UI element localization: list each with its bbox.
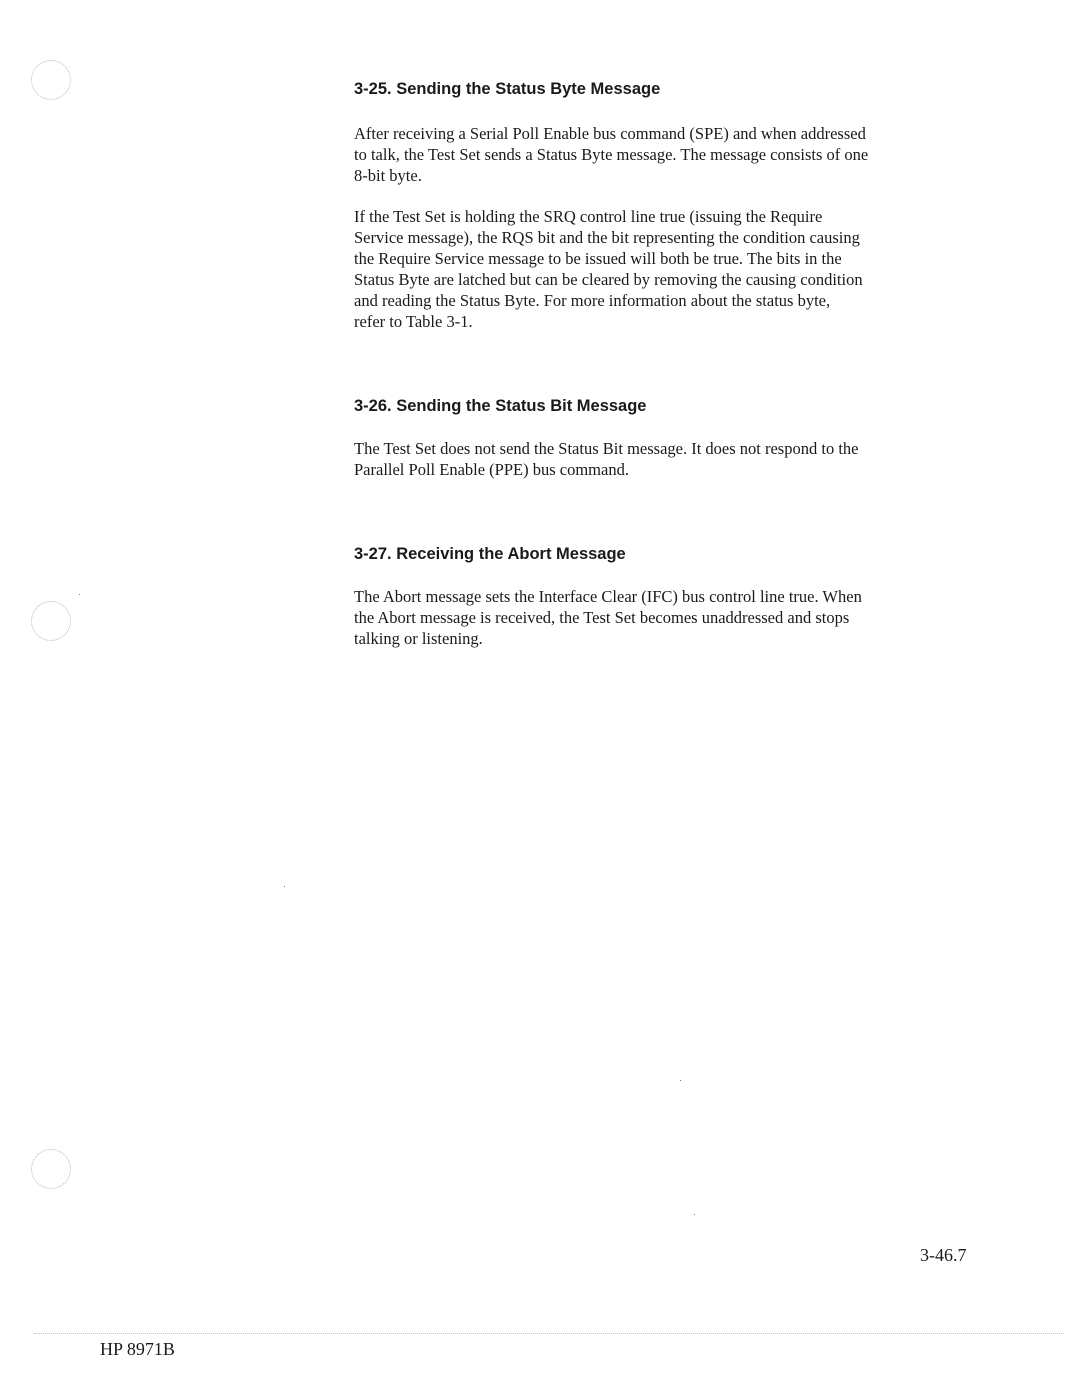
text-line: The Abort message sets the Interface Clear (IFC) bus control line true. When bbox=[354, 587, 862, 606]
section-heading-3-26: 3-26. Sending the Status Bit Message bbox=[354, 397, 647, 415]
paragraph bbox=[354, 123, 994, 186]
scan-speck bbox=[694, 1214, 695, 1215]
text-line: 8-bit byte. bbox=[354, 166, 422, 185]
punch-hole-top bbox=[31, 60, 71, 100]
text-line: and reading the Status Byte. For more information about the status byte, bbox=[354, 291, 831, 310]
text-line: the Abort message is received, the Test Set becomes unaddressed and stops bbox=[354, 608, 850, 627]
text-line: After receiving a Serial Poll Enable bus command (SPE) and when addressed bbox=[354, 124, 866, 143]
paragraph bbox=[354, 438, 994, 480]
text-line: Service message), the RQS bit and the bit representing the condition causing bbox=[354, 228, 860, 247]
paragraph bbox=[354, 206, 994, 332]
footer-rule bbox=[34, 1333, 1064, 1334]
scan-speck bbox=[284, 886, 285, 887]
text-line: The Test Set does not send the Status Bit message. It does not respond to the bbox=[354, 439, 859, 458]
footer-model: HP 8971B bbox=[100, 1339, 175, 1359]
text-line: to talk, the Test Set sends a Status Byte message. The message consists of one bbox=[354, 145, 869, 164]
scan-speck bbox=[79, 594, 80, 595]
text-line: If the Test Set is holding the SRQ control line true (issuing the Require bbox=[354, 207, 823, 226]
page-number: 3-46.7 bbox=[920, 1245, 967, 1265]
punch-hole-bottom bbox=[31, 1149, 71, 1189]
section-heading-3-25: 3-25. Sending the Status Byte Message bbox=[354, 80, 661, 98]
section-heading-3-27: 3-27. Receiving the Abort Message bbox=[354, 545, 626, 563]
text-line: talking or listening. bbox=[354, 629, 483, 648]
text-line: refer to Table 3-1. bbox=[354, 312, 473, 331]
scan-speck bbox=[680, 1080, 681, 1081]
text-line: Parallel Poll Enable (PPE) bus command. bbox=[354, 460, 629, 479]
text-line: the Require Service message to be issued will both be true. The bits in the bbox=[354, 249, 842, 268]
text-line: Status Byte are latched but can be cleared by removing the causing condition bbox=[354, 270, 863, 289]
punch-hole-middle bbox=[31, 601, 71, 641]
paragraph bbox=[354, 586, 994, 649]
